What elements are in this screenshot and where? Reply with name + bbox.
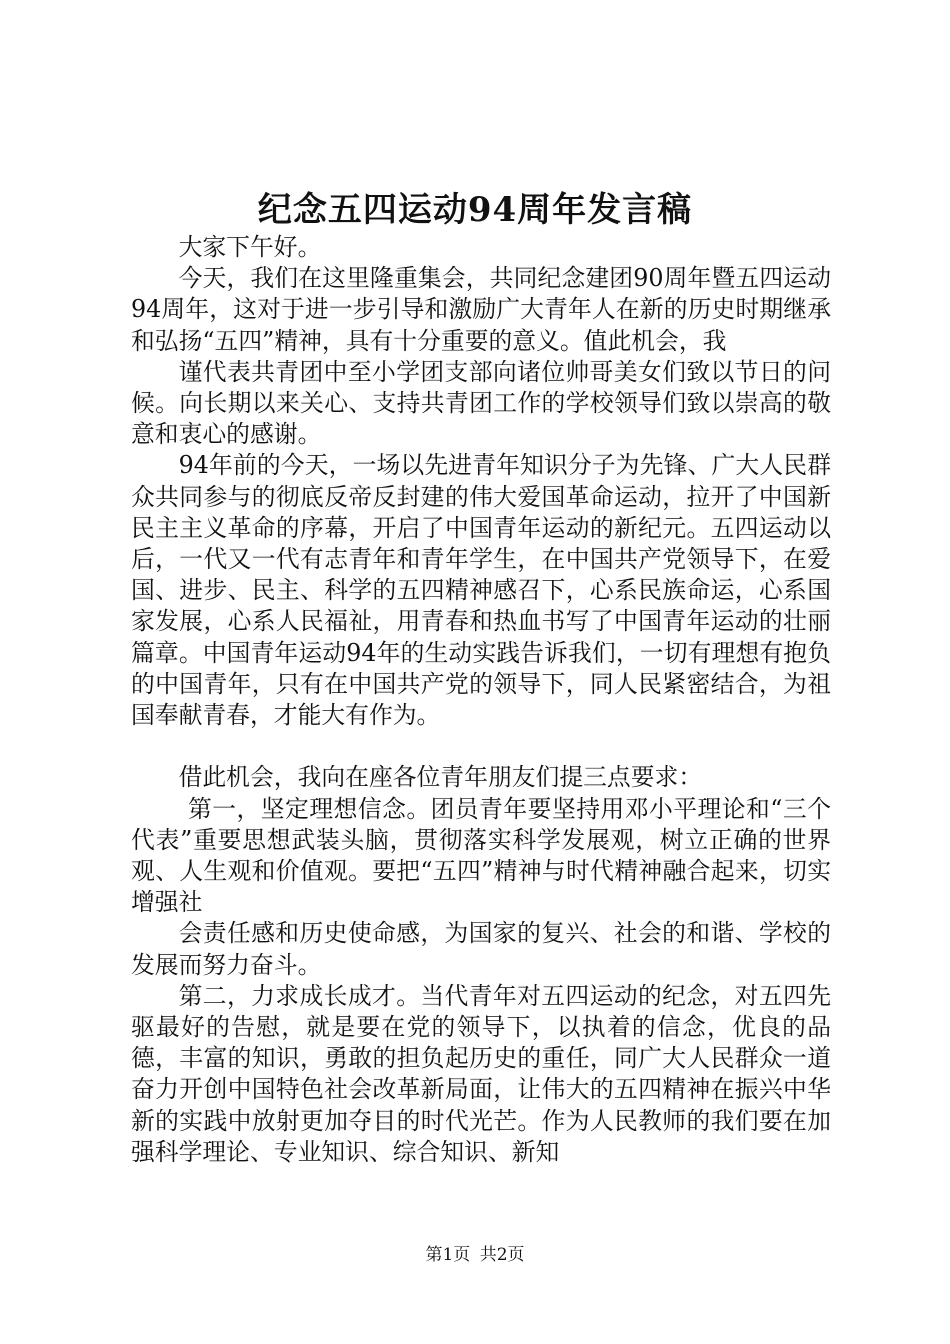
paragraph-greetings-thanks: 谨代表共青团中至小学团支部向诸位帅哥美女们致以节日的问候。向长期以来关心、支持共青团工作的学校领导们致以崇高的敬意和衷心的感谢。 — [131, 357, 831, 449]
paragraph-requirement-second: 第二，力求成长成才。当代青年对五四运动的纪念，对五四先驱最好的告慰，就是要在党的领导下，以执着的信念，优良的品德，丰富的知识，勇敢的担负起历史的重任，同广大人民群众一道奋力开创中国特色社会改革新局面，让伟大的五四精神在振兴中华新的实践中放射更加夺目的时代光芒。作为人民教师的我们要在加强科学理论、专业知识、综合知识、新知 — [131, 981, 831, 1166]
document-title: 纪念五四运动94周年发言稿 — [257, 190, 693, 230]
page-footer — [0, 1244, 950, 1266]
page-number: 第1页 — [425, 1245, 471, 1265]
paragraph-requirement-first-cont: 会责任感和历史使命感，为国家的复兴、社会的和谐、学校的发展而努力奋斗。 — [131, 919, 831, 979]
page-total: 共2页 — [479, 1245, 525, 1265]
paragraph-opening: 今天，我们在这里隆重集会，共同纪念建团90周年暨五四运动94周年，这对于进一步引导和激励广大青年人在新的历史时期继承和弘扬“五四”精神，具有十分重要的意义。值此机会，我 — [131, 264, 831, 355]
paragraph-spacer — [131, 731, 831, 762]
paragraph-requirements-intro: 借此机会，我向在座各位青年朋友们提三点要求： — [178, 763, 703, 792]
paragraph-greeting: 大家下午好。 — [178, 233, 322, 261]
paragraph-history: 94年前的今天，一场以先进青年知识分子为先锋、广大人民群众共同参与的彻底反帝反封建的伟大爱国革命运动，拉开了中国新民主主义革命的序幕，开启了中国青年运动的新纪元。五四运动以后，一代又一代有志青年和青年学生，在中国共产党领导下，在爱国、进步、民主、科学的五四精神感召下，心系民族命运，心系国家发展，心系人民福祉，用青春和热血书写了中国青年运动的壮丽篇章。中国青年运动94年的生动实践告诉我们，一切有理想有抱负的中国青年，只有在中国共产党的领导下，同人民紧密结合，为祖国奉献青春，才能大有作为。 — [131, 451, 831, 730]
document-body — [131, 232, 831, 1168]
paragraph-requirement-first: 第一，坚定理想信念。团员青年要坚持用邓小平理论和“三个代表”重要思想武装头脑，贯彻落实科学发展观，树立正确的世界观、人生观和价值观。要把“五四”精神与时代精神融合起来，切实增强社 — [131, 794, 831, 917]
